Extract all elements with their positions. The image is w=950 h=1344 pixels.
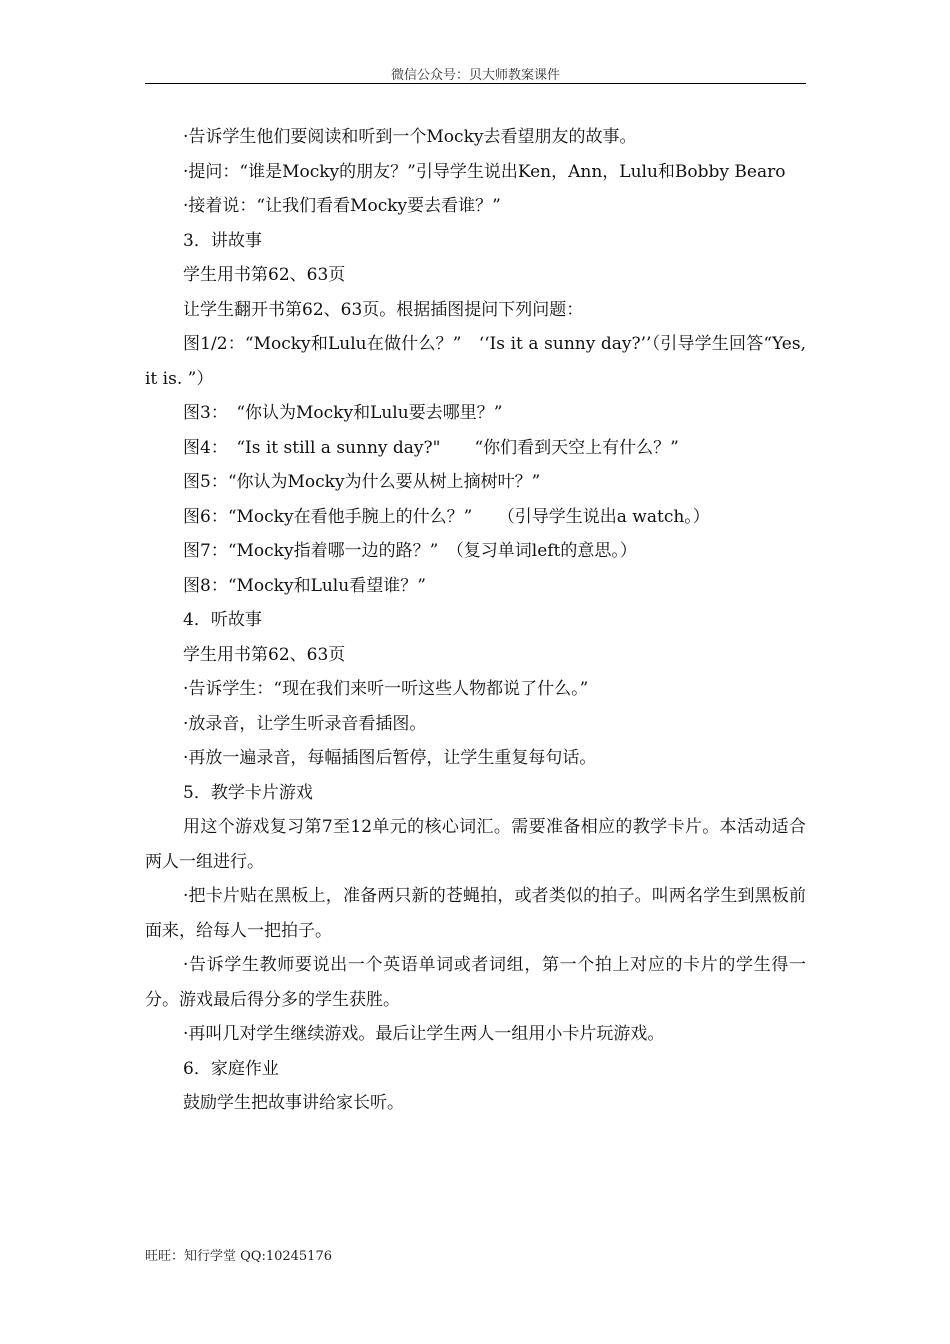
paragraph-card-game-rules: ·告诉学生教师要说出一个英语单词或者词组，第一个拍上对应的卡片的学生得一分。游戏最后得分多的学生获胜。 (145, 955, 806, 1010)
paragraph-book-pages: 学生用书第62、63页 (183, 265, 346, 285)
paragraph-intro-story: ·告诉学生他们要阅读和听到一个Mocky去看望朋友的故事。 (183, 127, 637, 147)
paragraph-picture-6: 图6：“Mocky在看他手腕上的什么？” （引导学生说出a watch。） (183, 506, 710, 527)
paragraph-picture-4: 图4： “Is it still a sunny day?" “你们看到天空上有什么？” (183, 437, 679, 458)
document-body (145, 120, 806, 1121)
paragraph-picture-5: 图5：“你认为Mocky为什么要从树上摘树叶？” (183, 472, 541, 492)
header-divider (145, 83, 806, 84)
paragraph-replay-tape: ·再放一遍录音，每幅插图后暂停，让学生重复每句话。 (183, 748, 597, 768)
page-footer: 旺旺：知行学堂 QQ:10245176 (145, 1249, 332, 1264)
section-heading-6: 6．家庭作业 (183, 1058, 279, 1079)
paragraph-book-pages-2: 学生用书第62、63页 (183, 644, 346, 665)
paragraph-homework: 鼓励学生把故事讲给家长听。 (183, 1093, 404, 1113)
section-heading-5: 5．教学卡片游戏 (183, 782, 313, 803)
paragraph-play-tape: ·放录音，让学生听录音看插图。 (183, 713, 427, 734)
paragraph-lets-see: ·接着说：“让我们看看Mocky要去看谁？” (183, 196, 501, 216)
paragraph-picture-3: 图3： “你认为Mocky和Lulu要去哪里？” (183, 403, 503, 423)
paragraph-card-game-setup: ·把卡片贴在黑板上，准备两只新的苍蝇拍，或者类似的拍子。叫两名学生到黑板前面来，给每人一把拍子。 (145, 886, 806, 941)
paragraph-picture-8: 图8：“Mocky和Lulu看望谁？” (183, 575, 426, 596)
section-heading-3: 3．讲故事 (183, 230, 262, 251)
paragraph-card-game-intro: 用这个游戏复习第7至12单元的核心词汇。需要准备相应的教学卡片。本活动适合两人一组进行。 (145, 817, 806, 872)
paragraph-tell-listen: ·告诉学生：“现在我们来听一听这些人物都说了什么。” (183, 679, 589, 699)
paragraph-picture-1-2: 图1/2：“Mocky和Lulu在做什么？” ‘‘Is it a sunny day?’’（引导学生回答“Yes, it is. ”） (145, 334, 806, 389)
paragraph-picture-7: 图7：“Mocky指着哪一边的路？” （复习单词left的意思。） (183, 541, 637, 561)
paragraph-card-game-continue: ·再叫几对学生继续游戏。最后让学生两人一组用小卡片玩游戏。 (183, 1024, 665, 1044)
paragraph-open-book: 让学生翻开书第62、63页。根据插图提问下列问题： (183, 299, 584, 320)
page-header: 微信公众号：贝大师教案课件 (390, 68, 560, 83)
section-heading-4: 4．听故事 (183, 610, 262, 630)
paragraph-ask-friends: ·提问：“谁是Mocky的朋友？”引导学生说出Ken，Ann，Lulu和Bobby Bearo (183, 161, 786, 182)
